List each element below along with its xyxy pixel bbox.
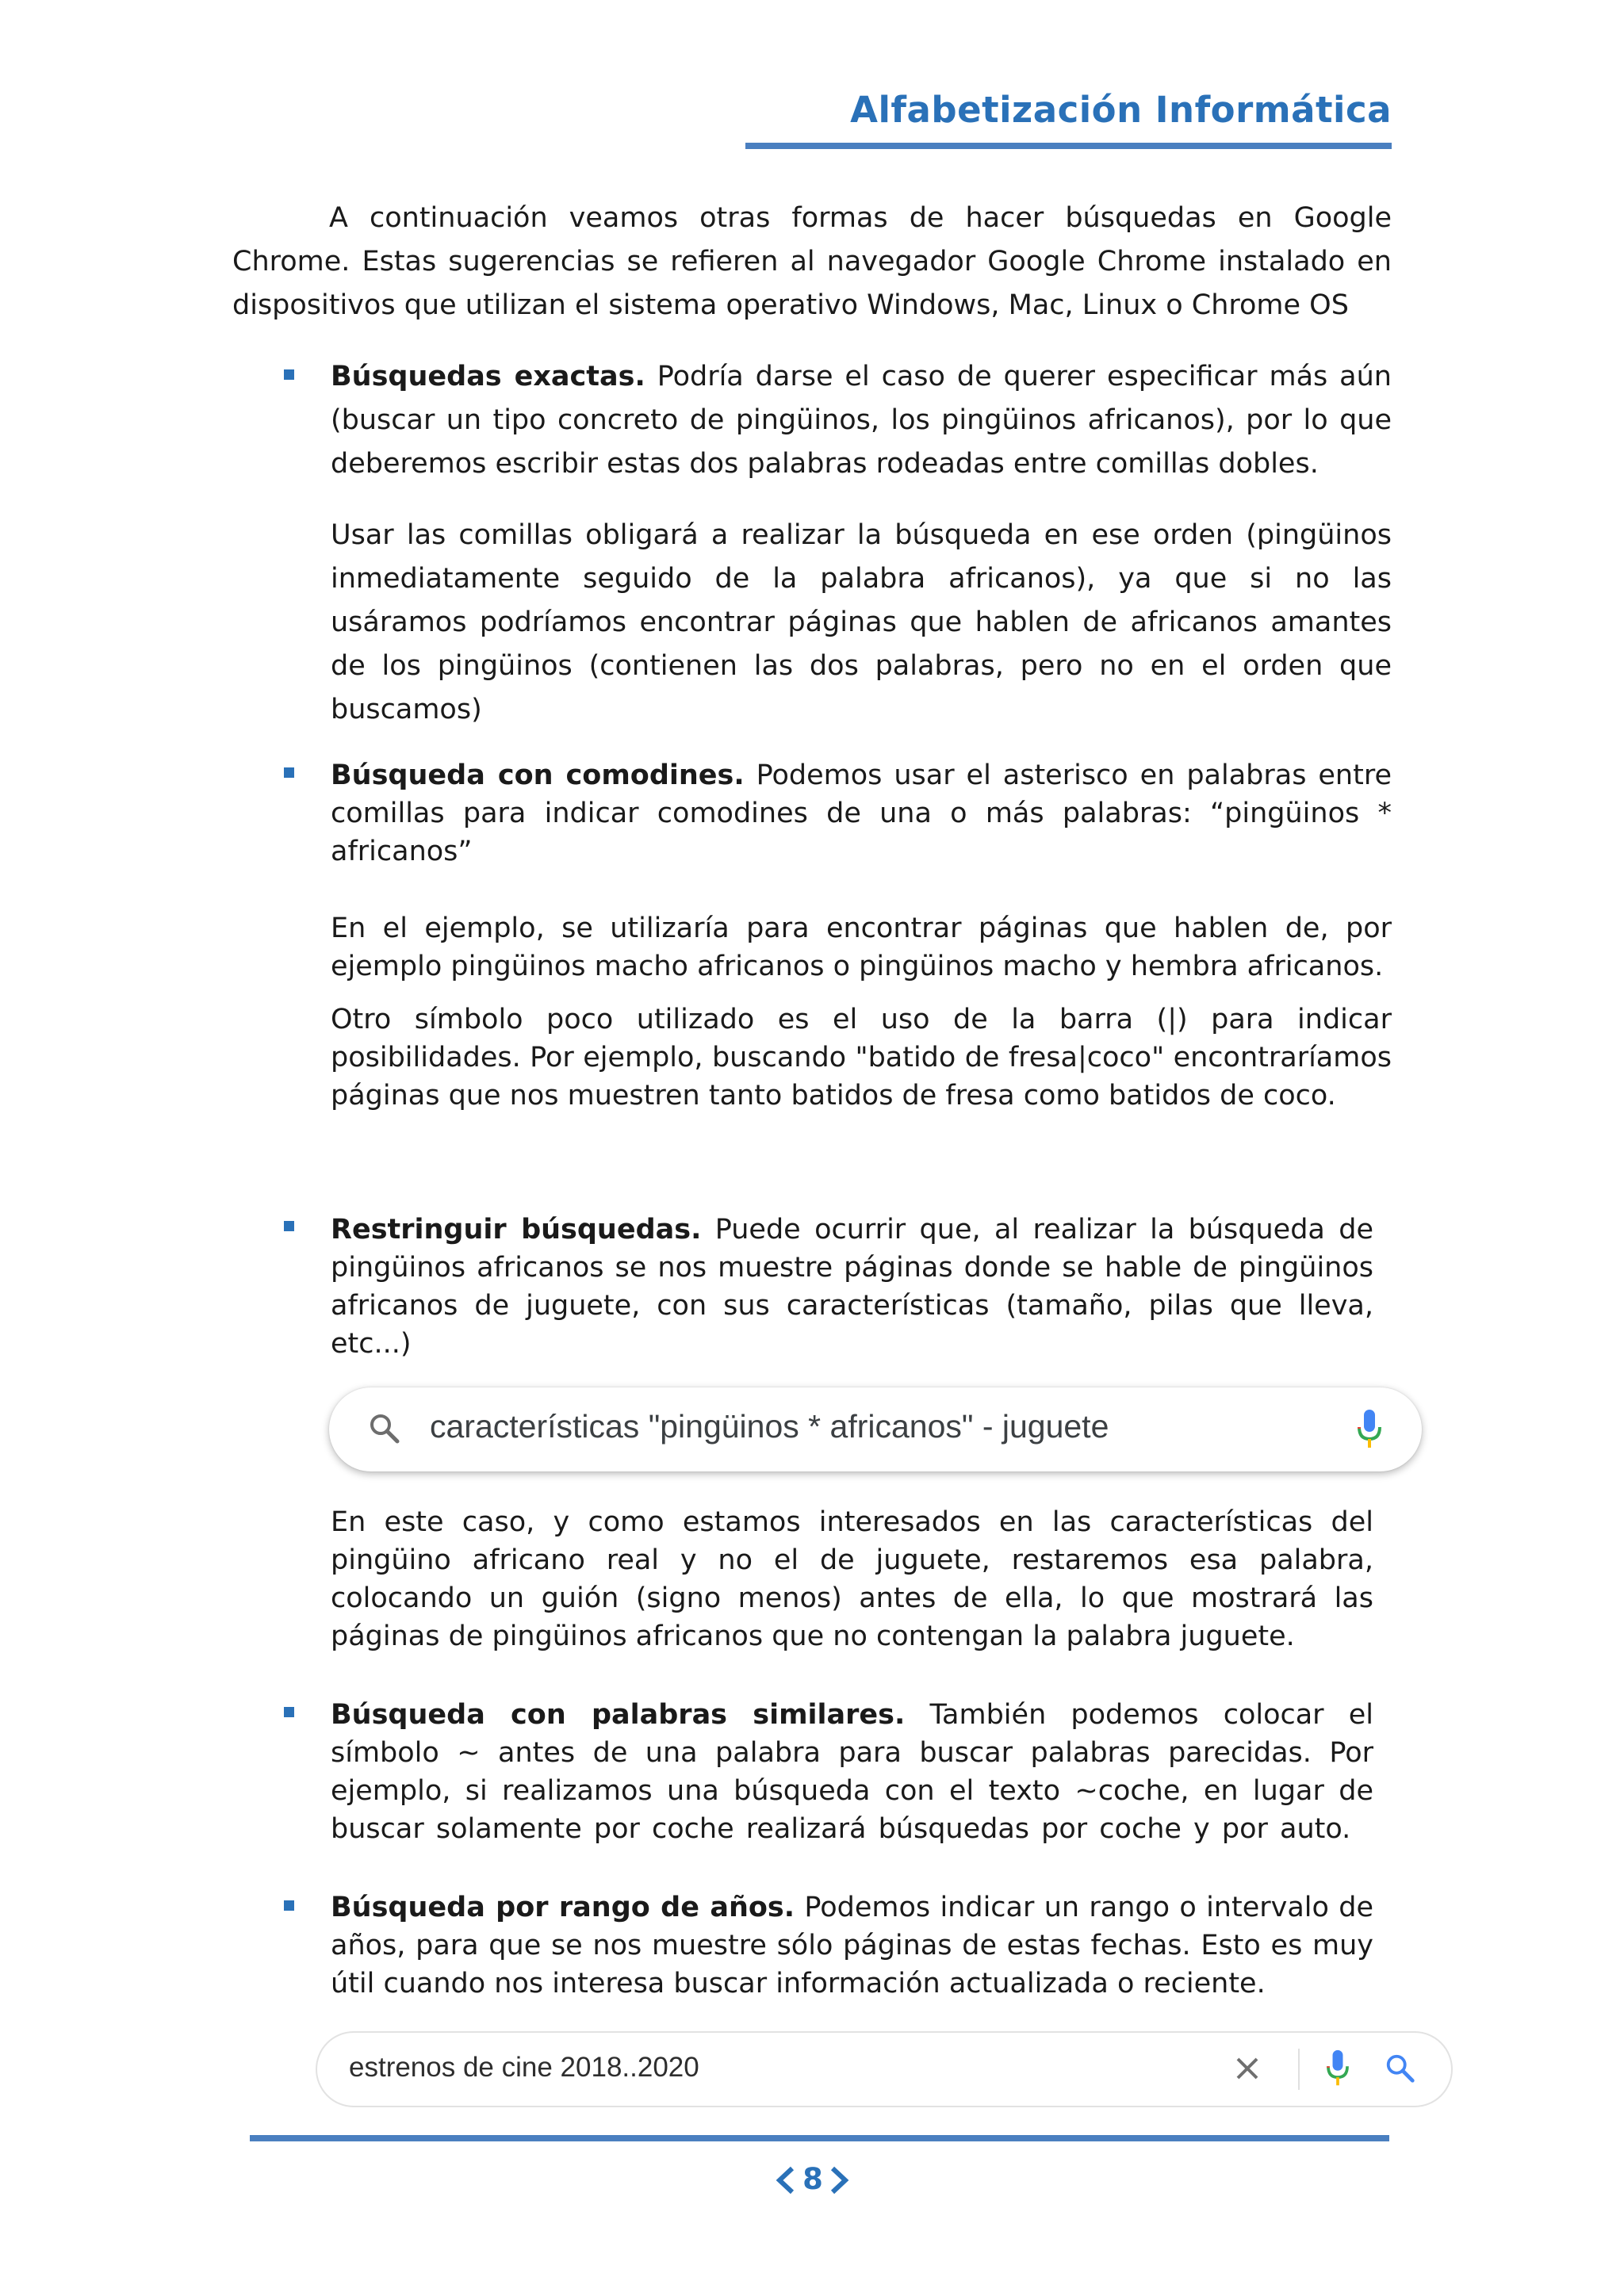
section-restringir: [331, 1211, 1373, 1363]
microphone-icon[interactable]: [1324, 2049, 1351, 2088]
section-text: Podría darse el caso de querer especificar más aún (buscar un tipo concreto de pingüinos, los pingüinos africanos), por lo que deberemos escribir estas dos palabras rodeadas entre comillas dobles.: [331, 361, 1392, 480]
section-text: Podemos indicar un rango o intervalo de años, para que se nos muestre sólo páginas de estas fechas. Esto es muy útil cuando nos interesa buscar información actualizada o reciente.: [331, 1892, 1373, 1999]
bullet-marker: [284, 1221, 294, 1231]
section-comodines: [331, 756, 1392, 871]
bullet-marker: [284, 1707, 294, 1717]
section-title: Búsquedas exactas.: [331, 361, 645, 392]
search-query-text[interactable]: características "pingüinos * africanos" - juguete: [430, 1408, 1109, 1445]
search-box-example[interactable]: [329, 1387, 1422, 1471]
bullet-marker: [284, 1900, 294, 1911]
bullet-marker: [284, 767, 294, 778]
toolbar-separator: [1298, 2049, 1300, 2090]
section-comodines-extra2: Otro símbolo poco utilizado es el uso de la barra (|) para indicar posibilidades. Por ejemplo, buscando "batido de fresa|coco" encontraríamos páginas que nos muestren tanto batidos de fresa como batidos de coco.: [331, 1004, 1392, 1112]
header-rule: [745, 143, 1392, 149]
section-title: Búsqueda con comodines.: [331, 760, 745, 791]
section-exactas-extra: Usar las comillas obligará a realizar la búsqueda en ese orden (pingüinos inmediatamente seguido de la palabra africanos), ya que si no las usáramos podríamos encontrar páginas que hablen de africanos amantes de los pingüinos (contienen las dos palabras, pero no en el orden que buscamos): [331, 519, 1392, 725]
header-title: Alfabetización Informática: [850, 89, 1392, 131]
search-box-date-range[interactable]: [316, 2031, 1453, 2107]
page-number: 8: [802, 2162, 823, 2196]
search-icon[interactable]: [1384, 2052, 1417, 2085]
section-similares: [331, 1696, 1373, 1848]
section-title: Restringuir búsquedas.: [331, 1214, 702, 1246]
intro-paragraph: A continuación veamos otras formas de hacer búsquedas en Google Chrome. Estas sugerencias se refieren al navegador Google Chrome instalado en dispositivos que utilizan el sistema operativo Windows, Mac, Linux o Chrome OS: [232, 202, 1392, 321]
section-text: También podemos colocar el símbolo ~ antes de una palabra para buscar palabras parecidas. Por ejemplo, si realizamos una búsqueda con el texto ~coche, en lugar de buscar solamente por coche realizará búsquedas por coche y por auto.: [331, 1699, 1373, 1845]
section-text: Podemos usar el asterisco en palabras entre comillas para indicar comodines de una o más palabras: “pingüinos * africanos”: [331, 760, 1392, 867]
microphone-icon[interactable]: [1355, 1408, 1384, 1451]
chevron-right-icon: [829, 2165, 850, 2195]
section-rango: [331, 1888, 1373, 2003]
clear-icon[interactable]: [1233, 2054, 1262, 2083]
section-text: Puede ocurrir que, al realizar la búsqueda de pingüinos africanos se nos muestre páginas donde se hable de pingüinos africanos de juguete, con sus características (tamaño, pilas que lleva, etc...): [331, 1214, 1373, 1360]
section-restringir-extra: En este caso, y como estamos interesados en las características del pingüino africano real y no el de juguete, restaremos esa palabra, colocando un guión (signo menos) antes de ella, lo que mostrará las páginas de pingüinos africanos que no contengan la palabra juguete.: [331, 1506, 1373, 1652]
search-icon: [367, 1411, 402, 1446]
section-exactas: [331, 355, 1392, 486]
section-title: Búsqueda por rango de años.: [331, 1892, 795, 1923]
search-query-text[interactable]: estrenos de cine 2018..2020: [349, 2052, 699, 2083]
footer-rule: [250, 2135, 1389, 2141]
bullet-marker: [284, 369, 294, 380]
section-comodines-extra1: En el ejemplo, se utilizaría para encontrar páginas que hablen de, por ejemplo pingüinos macho africanos o pingüinos macho y hembra africanos.: [331, 913, 1392, 982]
section-title: Búsqueda con palabras similares.: [331, 1699, 906, 1731]
